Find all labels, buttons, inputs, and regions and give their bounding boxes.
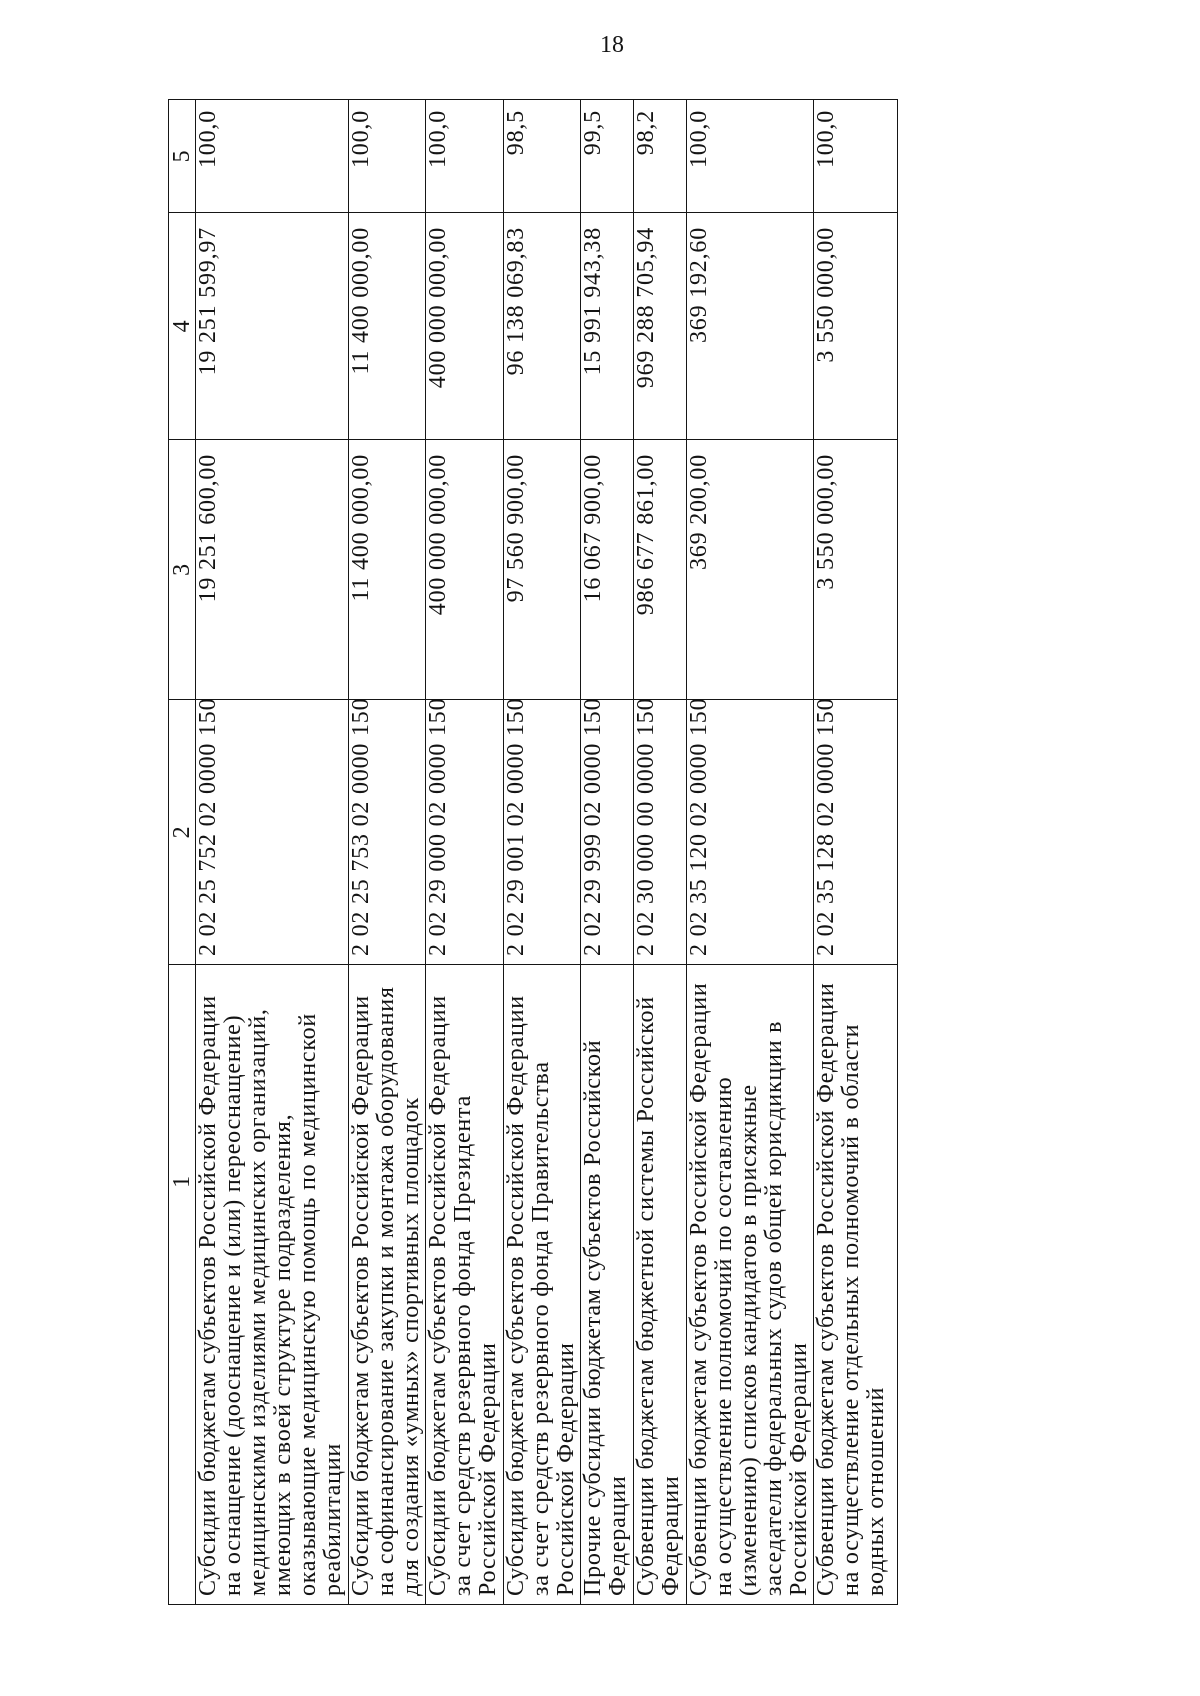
amount-cell-col4: 400 000 000,00 bbox=[426, 213, 504, 440]
table-row bbox=[349, 100, 426, 1605]
code-cell: 2 02 35 120 02 0000 150 bbox=[687, 700, 814, 965]
column-number-4: 4 bbox=[169, 213, 196, 440]
item-name-line: Субсидии бюджетам субъектов Российской Федерации bbox=[348, 995, 374, 1596]
code-cell: 2 02 29 000 02 0000 150 bbox=[426, 700, 504, 965]
table-row bbox=[196, 100, 349, 1605]
percent-cell: 100,0 bbox=[349, 100, 426, 213]
item-name-line: на осуществление отдельных полномочий в области bbox=[838, 1023, 864, 1596]
item-name-cell bbox=[426, 965, 504, 1605]
item-name-line: Субсидии бюджетам субъектов Российской Федерации bbox=[425, 995, 451, 1596]
amount-cell-col4: 15 991 943,38 bbox=[581, 213, 634, 440]
item-name-line: за счет средств резервного фонда Президента bbox=[450, 1094, 476, 1596]
item-name-line: водных отношений bbox=[863, 1386, 889, 1596]
code-cell: 2 02 25 752 02 0000 150 bbox=[196, 700, 349, 965]
percent-cell: 100,0 bbox=[426, 100, 504, 213]
item-name-cell bbox=[687, 965, 814, 1605]
column-number-3: 3 bbox=[169, 440, 196, 700]
item-name-cell bbox=[196, 965, 349, 1605]
percent-cell: 99,5 bbox=[581, 100, 634, 213]
item-name-line: Субвенции бюджетам субъектов Российской Федерации bbox=[686, 982, 712, 1596]
item-name-line: за счет средств резервного фонда Правительства bbox=[528, 1061, 554, 1596]
item-name-line: на софинансирование закупки и монтажа оборудования bbox=[373, 986, 399, 1596]
item-name-line: на осуществление полномочий по составлению bbox=[711, 1076, 737, 1596]
item-name-cell bbox=[814, 965, 898, 1605]
item-name-line: Прочие субсидии бюджетам субъектов Российской bbox=[580, 1039, 606, 1596]
amount-cell-col4: 3 550 000,00 bbox=[814, 213, 898, 440]
item-name-line: оказывающие медицинскую помощь по медицинской bbox=[295, 1012, 321, 1596]
amount-cell-col4: 369 192,60 bbox=[687, 213, 814, 440]
amount-cell-col4: 96 138 069,83 bbox=[504, 213, 581, 440]
table-row bbox=[504, 100, 581, 1605]
percent-cell: 98,2 bbox=[634, 100, 687, 213]
item-name-line: Федерации bbox=[605, 1475, 631, 1596]
code-cell: 2 02 29 999 02 0000 150 bbox=[581, 700, 634, 965]
item-name-line: Федерации bbox=[658, 1475, 684, 1596]
item-name-line: Российской Федерации bbox=[786, 1342, 812, 1596]
percent-cell: 100,0 bbox=[687, 100, 814, 213]
table-row bbox=[687, 100, 814, 1605]
item-name-line: имеющих в своей структуре подразделения, bbox=[270, 1113, 296, 1596]
amount-cell-col3: 986 677 861,00 bbox=[634, 440, 687, 700]
amount-cell-col3: 11 400 000,00 bbox=[349, 440, 426, 700]
percent-cell: 100,0 bbox=[814, 100, 898, 213]
item-name-line: заседатели федеральных судов общей юрисдикции в bbox=[761, 1020, 787, 1596]
table-row bbox=[634, 100, 687, 1605]
code-cell: 2 02 25 753 02 0000 150 bbox=[349, 700, 426, 965]
item-name-cell bbox=[634, 965, 687, 1605]
code-cell: 2 02 29 001 02 0000 150 bbox=[504, 700, 581, 965]
code-cell: 2 02 30 000 00 0000 150 bbox=[634, 700, 687, 965]
item-name-line: для создания «умных» спортивных площадок bbox=[398, 1097, 424, 1596]
amount-cell-col3: 3 550 000,00 bbox=[814, 440, 898, 700]
amount-cell-col4: 19 251 599,97 bbox=[196, 213, 349, 440]
code-cell: 2 02 35 128 02 0000 150 bbox=[814, 700, 898, 965]
item-name-line: медицинскими изделиями медицинских организаций, bbox=[245, 1008, 271, 1596]
amount-cell-col3: 97 560 900,00 bbox=[504, 440, 581, 700]
column-number-1: 1 bbox=[169, 965, 196, 1605]
amount-cell-col4: 11 400 000,00 bbox=[349, 213, 426, 440]
item-name-line: реабилитации bbox=[320, 1442, 346, 1596]
item-name-line: на оснащение (дооснащение и (или) переоснащение) bbox=[220, 1014, 246, 1596]
item-name-line: Субвенции бюджетам бюджетной системы Российской bbox=[633, 996, 659, 1596]
table-row bbox=[814, 100, 898, 1605]
table-row bbox=[426, 100, 504, 1605]
rotated-table-container bbox=[168, 100, 897, 1605]
item-name-cell bbox=[581, 965, 634, 1605]
amount-cell-col3: 16 067 900,00 bbox=[581, 440, 634, 700]
percent-cell: 100,0 bbox=[196, 100, 349, 213]
table-header-row bbox=[169, 100, 196, 1605]
table-row bbox=[581, 100, 634, 1605]
item-name-line: Российской Федерации bbox=[553, 1342, 579, 1596]
amount-cell-col4: 969 288 705,94 bbox=[634, 213, 687, 440]
amount-cell-col3: 369 200,00 bbox=[687, 440, 814, 700]
column-number-5: 5 bbox=[169, 100, 196, 213]
item-name-cell bbox=[349, 965, 426, 1605]
item-name-line: Субсидии бюджетам субъектов Российской Федерации bbox=[195, 995, 221, 1596]
percent-cell: 98,5 bbox=[504, 100, 581, 213]
column-number-2: 2 bbox=[169, 700, 196, 965]
item-name-line: Субвенции бюджетам субъектов Российской Федерации bbox=[813, 982, 839, 1596]
page-number: 18 bbox=[600, 32, 624, 58]
item-name-line: Субсидии бюджетам субъектов Российской Федерации bbox=[503, 995, 529, 1596]
amount-cell-col3: 19 251 600,00 bbox=[196, 440, 349, 700]
amount-cell-col3: 400 000 000,00 bbox=[426, 440, 504, 700]
data-table bbox=[168, 99, 898, 1605]
item-name-line: (изменению) списков кандидатов в присяжные bbox=[736, 1084, 762, 1596]
item-name-line: Российской Федерации bbox=[475, 1342, 501, 1596]
item-name-cell bbox=[504, 965, 581, 1605]
